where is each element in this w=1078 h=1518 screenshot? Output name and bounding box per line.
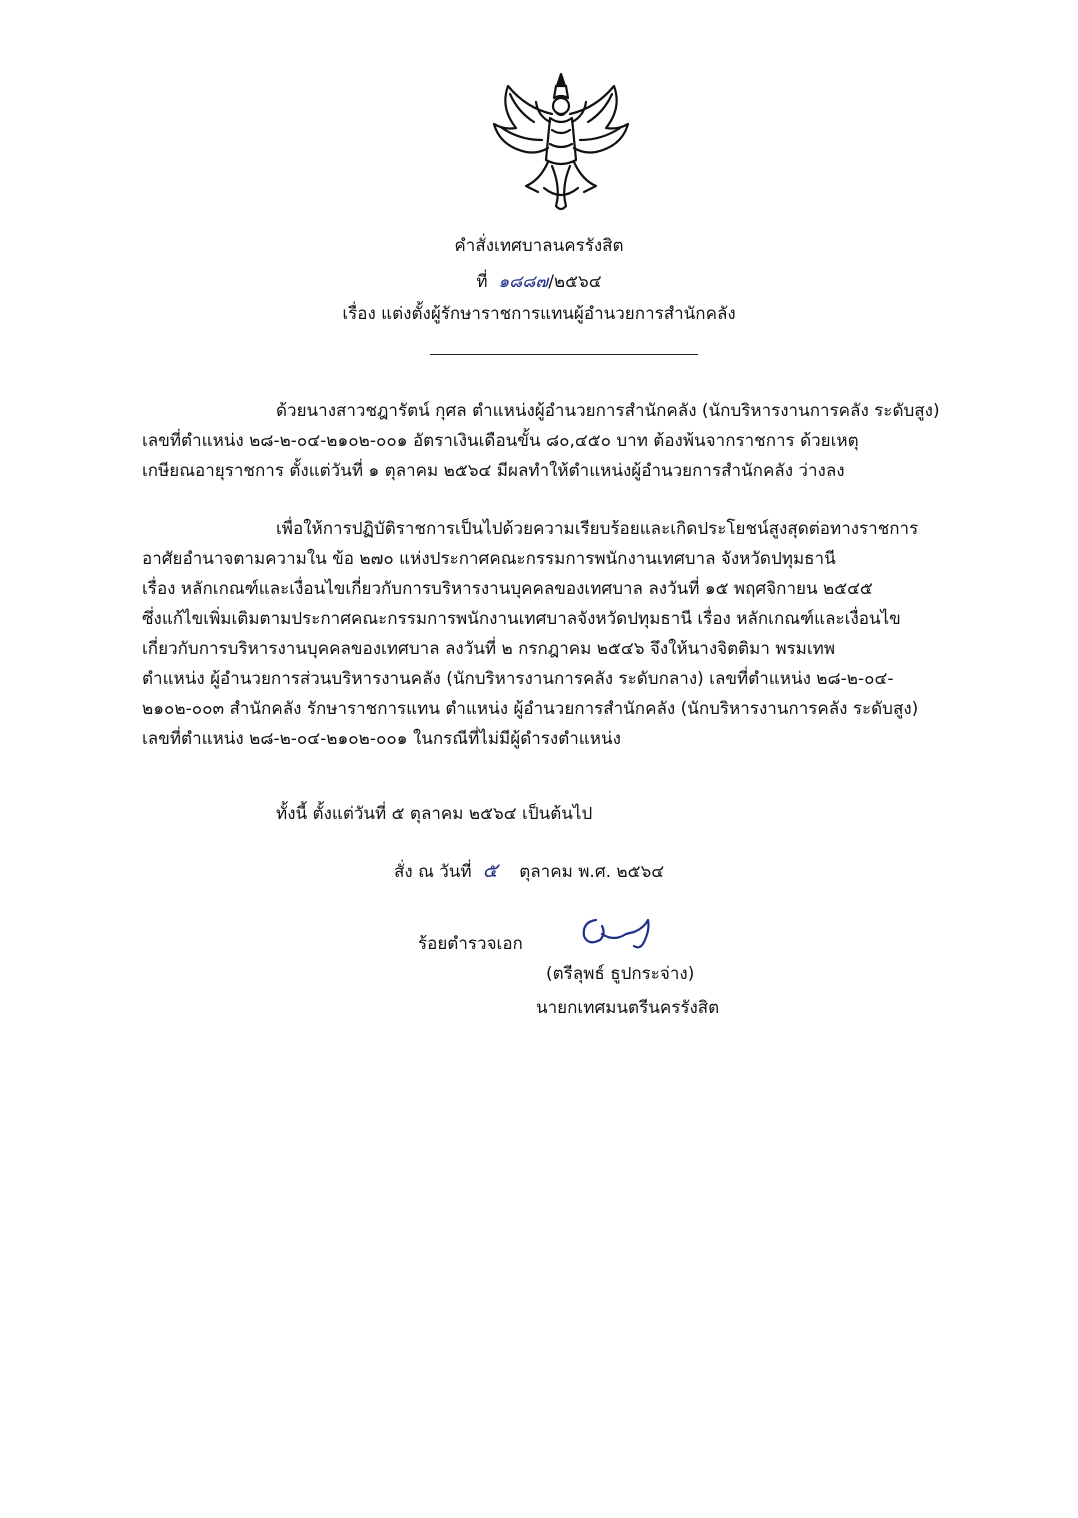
paragraph-2-line: เกี่ยวกับการบริหารงานบุคคลของเทศบาล ลงวันที่ ๒ กรกฎาคม ๒๕๔๖ จึงให้นางจิตติมา พรมเทพ (142, 639, 836, 659)
order-date-prefix: สั่ง ณ วันที่ (394, 862, 472, 882)
paragraph-2-line: ตำแหน่ง ผู้อำนวยการส่วนบริหารงานคลัง (นักบริหารงานการคลัง ระดับกลาง) เลขที่ตำแหน่ง ๒๘-๒-๐๔- (142, 669, 894, 689)
paragraph-1 (142, 396, 972, 486)
order-date-day-handwritten: ๕ (482, 858, 498, 882)
signer-name: (ตรีลุพธ์ ธูปกระจ่าง) (546, 964, 695, 984)
paragraph-2-line: เลขที่ตำแหน่ง ๒๘-๒-๐๔-๒๑๐๒-๐๐๑ ในกรณีที่ไม่มีผู้ดำรงตำแหน่ง (142, 729, 621, 749)
order-number-handwritten: ๑๘๘๗ (498, 272, 549, 292)
order-date-suffix: ตุลาคม พ.ศ. ๒๕๖๔ (519, 862, 665, 882)
paragraph-2-line: เรื่อง หลักเกณฑ์และเงื่อนไขเกี่ยวกับการบริหารงานบุคคลของเทศบาล ลงวันที่ ๑๕ พฤศจิกายน ๒๕๔๕ (142, 579, 873, 599)
order-date (394, 858, 664, 884)
order-number-suffix: /๒๕๖๔ (548, 272, 602, 292)
paragraph-2-line: ซึ่งแก้ไขเพิ่มเติมตามประกาศคณะกรรมการพนักงานเทศบาลจังหวัดปทุมธานี เรื่อง หลักเกณฑ์และเงื่อนไข (142, 609, 901, 629)
paragraph-1-line: เกษียณอายุราชการ ตั้งแต่วันที่ ๑ ตุลาคม ๒๕๖๔ มีผลทำให้ตำแหน่งผู้อำนวยการสำนักคลัง ว่างลง (142, 461, 845, 481)
handwritten-signature-icon (578, 912, 658, 952)
order-number (0, 270, 1078, 294)
signer-position: นายกเทศมนตรีนครรังสิต (536, 998, 720, 1018)
order-title: คำสั่งเทศบาลนครรังสิต (454, 236, 624, 256)
heading-divider (430, 354, 698, 355)
signer-rank: ร้อยตำรวจเอก (418, 934, 523, 954)
paragraph-1-line: เลขที่ตำแหน่ง ๒๘-๒-๐๔-๒๑๐๒-๐๐๑ อัตราเงินเดือนขั้น ๘๐,๔๕๐ บาท ต้องพ้นจากราชการ ด้วยเหตุ (142, 431, 859, 451)
garuda-emblem-icon (486, 68, 636, 218)
order-number-prefix: ที่ (476, 272, 488, 292)
effective-date: ทั้งนี้ ตั้งแต่วันที่ ๕ ตุลาคม ๒๕๖๔ เป็นต้นไป (276, 804, 593, 824)
paragraph-2-line: เพื่อให้การปฏิบัติราชการเป็นไปด้วยความเรียบร้อยและเกิดประโยชน์สูงสุดต่อทางราชการ (276, 519, 919, 539)
paragraph-2 (142, 514, 972, 754)
paragraph-2-line: อาศัยอำนาจตามความใน ข้อ ๒๗๐ แห่งประกาศคณะกรรมการพนักงานเทศบาล จังหวัดปทุมธานี (142, 549, 836, 569)
paragraph-2-line: ๒๑๐๒-๐๐๓ สำนักคลัง รักษาราชการแทน ตำแหน่ง ผู้อำนวยการสำนักคลัง (นักบริหารงานการคลัง ระดับสูง) (142, 699, 919, 719)
paragraph-1-line: ด้วยนางสาวชฎารัตน์ กุศล ตำแหน่งผู้อำนวยการสำนักคลัง (นักบริหารงานการคลัง ระดับสูง) (276, 401, 940, 421)
order-subject: เรื่อง แต่งตั้งผู้รักษาราชการแทนผู้อำนวยการสำนักคลัง (342, 304, 736, 324)
